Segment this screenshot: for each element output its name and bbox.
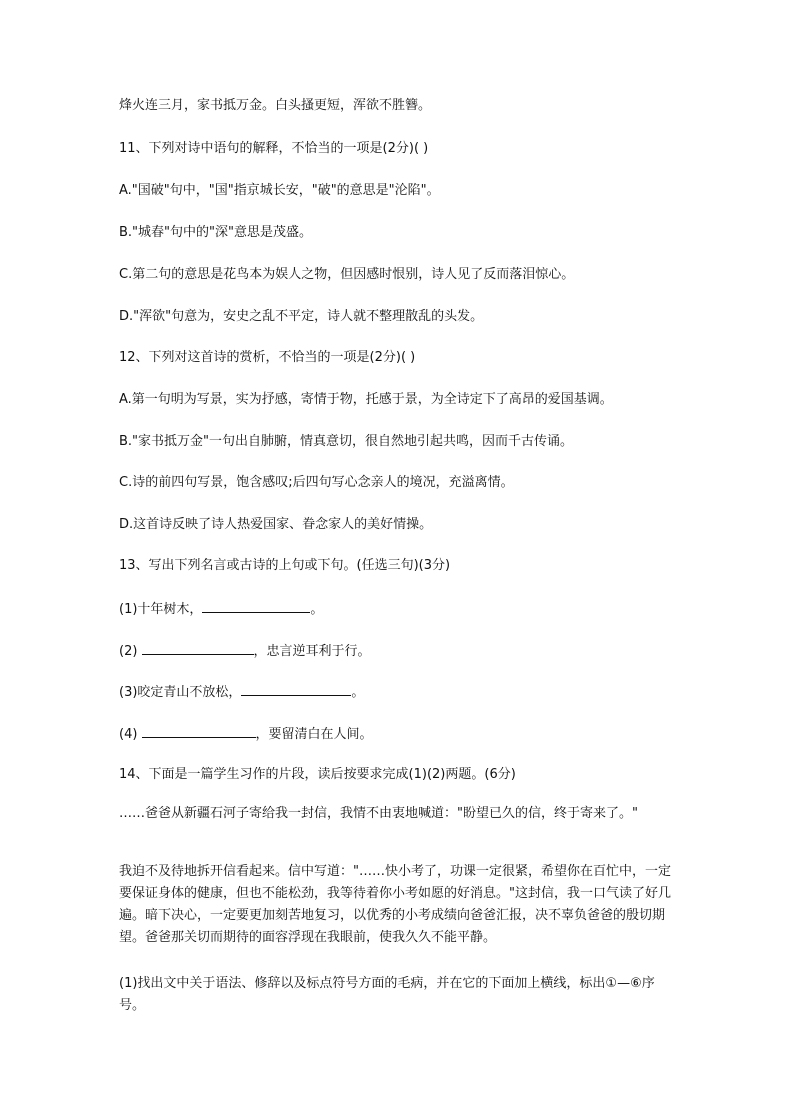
excerpt-paragraph-1: ……爸爸从新疆石河子寄给我一封信，我情不由衷地喊道："盼望已久的信，终于寄来了。" — [119, 806, 638, 821]
question-13-stem: 13、写出下列名言或古诗的上句或下句。(任选三句)(3分) — [119, 558, 451, 573]
question-12-stem: 12、下列对这首诗的赏析，不恰当的一项是(2分)( ) — [119, 350, 416, 365]
question-12-option-a: A.第一句明为写景，实为抒感，寄情于物，托感于景，为全诗定下了高昂的爱国基调。 — [119, 392, 613, 407]
question-12-option-c: C.诗的前四句写景，饱含感叹;后四句写心念亲人的境况，充溢离情。 — [119, 475, 514, 490]
question-11-option-b: B."城春"句中的"深"意思是茂盛。 — [119, 225, 312, 240]
item-3-suffix: 。 — [351, 685, 365, 700]
answer-blank-3[interactable] — [241, 683, 351, 696]
question-13-item-3 — [119, 683, 364, 701]
question-14-part-1: (1)找出文中关于语法、修辞以及标点符号方面的毛病，并在它的下面加上横线，标出①—⑥序号。 — [119, 976, 655, 1013]
question-14-stem: 14、下面是一篇学生习作的片段，读后按要求完成(1)(2)两题。(6分) — [119, 767, 516, 782]
question-11-stem: 11、下列对诗中语句的解释，不恰当的一项是(2分)( ) — [119, 141, 429, 156]
question-11-option-d: D."浑欲"句意为，安史之乱不平定，诗人就不整理散乱的头发。 — [119, 309, 484, 324]
item-1-suffix: 。 — [310, 602, 324, 617]
question-13-item-1 — [119, 600, 323, 618]
question-11-option-c: C.第二句的意思是花鸟本为娱人之物，但因感时恨别，诗人见了反而落泪惊心。 — [119, 267, 575, 282]
excerpt-paragraph-2: 我迫不及待地拆开信看起来。信中写道："……快小考了，功课一定很紧，希望你在百忙中，一定要保证身体的健康，但也不能松劲，我等待着你小考如愿的好消息。"这封信，我一口气读了好几遍。暗下决心，一定要更加刻苦地复习，以优秀的小考成绩向爸爸汇报，决不辜负爸爸的殷切期望。爸爸那关切而期待的面容浮现在我眼前，使我久久不能平静。 — [119, 864, 671, 945]
question-11-option-a: A."国破"句中，"国"指京城长安，"破"的意思是"沦陷"。 — [119, 183, 440, 198]
answer-blank-2[interactable] — [142, 642, 254, 655]
item-1-prefix: (1)十年树木， — [119, 602, 203, 617]
poem-last-lines: 烽火连三月，家书抵万金。白头搔更短，浑欲不胜簪。 — [119, 98, 432, 113]
item-3-prefix: (3)咬定青山不放松， — [119, 685, 242, 700]
question-12-option-d: D.这首诗反映了诗人热爱国家、眷念家人的美好情操。 — [119, 517, 433, 532]
item-4-prefix: (4) — [119, 727, 142, 742]
question-13-item-4 — [119, 725, 373, 743]
answer-blank-1[interactable] — [202, 600, 310, 613]
question-13-item-2 — [119, 642, 371, 660]
answer-blank-4[interactable] — [142, 725, 256, 738]
question-12-option-b: B."家书抵万金"一句出自肺腑，情真意切，很自然地引起共鸣，因而千古传诵。 — [119, 434, 574, 449]
item-4-suffix: ，要留清白在人间。 — [255, 727, 373, 742]
item-2-suffix: ，忠言逆耳利于行。 — [253, 644, 371, 659]
item-2-prefix: (2) — [119, 644, 142, 659]
